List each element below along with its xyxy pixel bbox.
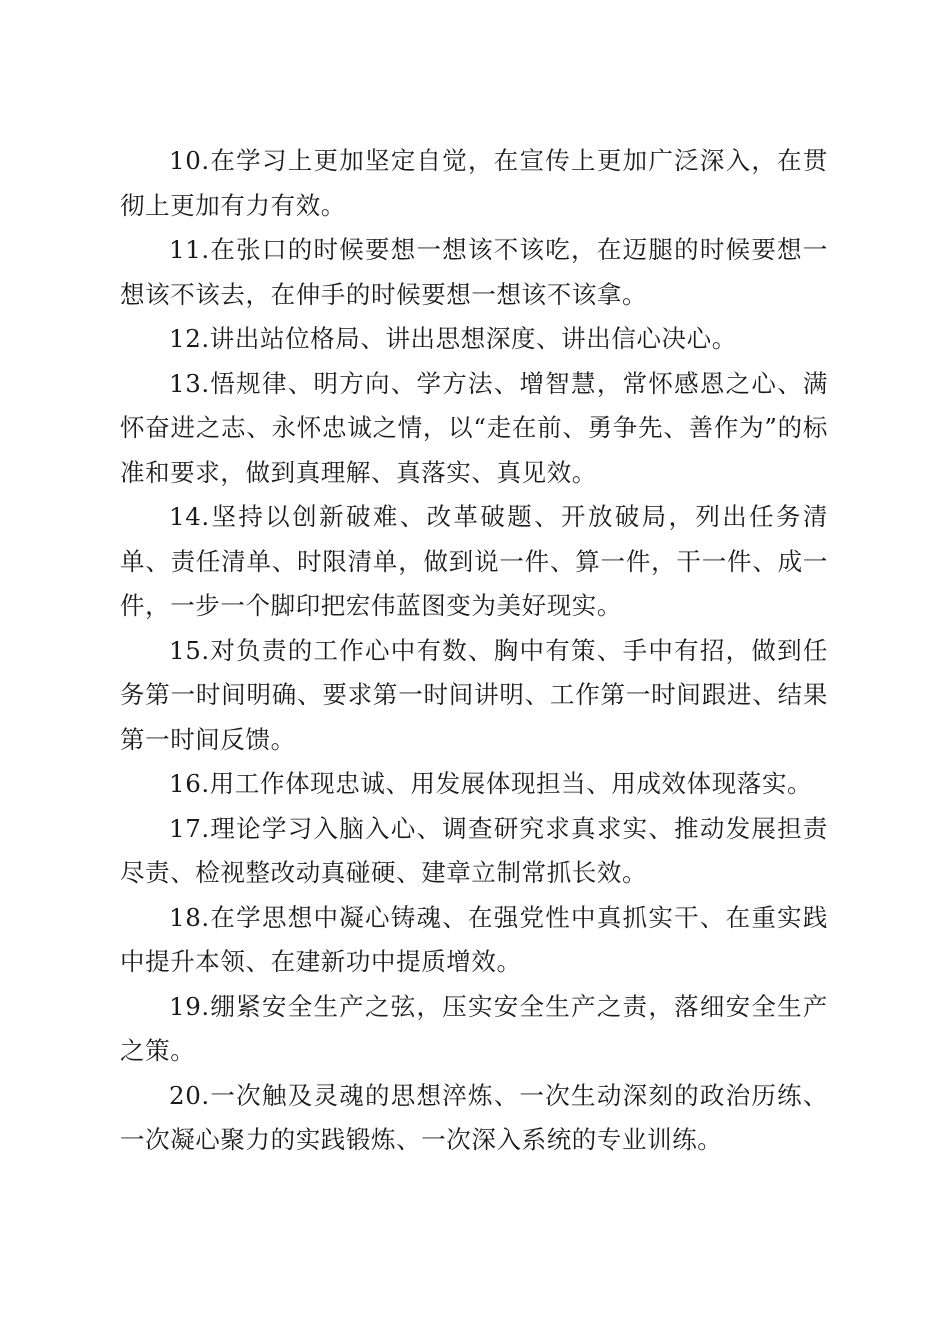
paragraph-19: 19.绷紧安全生产之弦，压实安全生产之责，落细安全生产之策。 bbox=[120, 991, 828, 1065]
paragraph-13: 13.悟规律、明方向、学方法、增智慧，常怀感恩之心、满怀奋进之志、永怀忠诚之情，以“走在前、勇争先、善作为”的标准和要求，做到真理解、真落实、真见效。 bbox=[120, 368, 828, 487]
document-body bbox=[120, 139, 828, 1163]
paragraph-12: 12.讲出站位格局、讲出思想深度、讲出信心决心。 bbox=[169, 324, 737, 353]
paragraph-18: 18.在学思想中凝心铸魂、在强党性中真抓实干、在重实践中提升本领、在建新功中提质增效。 bbox=[120, 902, 828, 976]
paragraph-11: 11.在张口的时候要想一想该不该吃，在迈腿的时候要想一想该不该去，在伸手的时候要想一想该不该拿。 bbox=[120, 235, 828, 309]
paragraph-20: 20.一次触及灵魂的思想淬炼、一次生动深刻的政治历练、一次凝心聚力的实践锻炼、一次深入系统的专业训练。 bbox=[120, 1080, 828, 1154]
paragraph-14: 14.坚持以创新破难、改革破题、开放破局，列出任务清单、责任清单、时限清单，做到说一件、算一件，干一件、成一件，一步一个脚印把宏伟蓝图变为美好现实。 bbox=[120, 502, 828, 620]
paragraph-10: 10.在学习上更加坚定自觉，在宣传上更加广泛深入，在贯彻上更加有力有效。 bbox=[120, 146, 828, 220]
paragraph-17: 17.理论学习入脑入心、调查研究求真求实、推动发展担责尽责、检视整改动真碰硬、建章立制常抓长效。 bbox=[120, 813, 828, 887]
paragraph-16: 16.用工作体现忠诚、用发展体现担当、用成效体现落实。 bbox=[169, 769, 813, 798]
paragraph-15: 15.对负责的工作心中有数、胸中有策、手中有招，做到任务第一时间明确、要求第一时间讲明、工作第一时间跟进、结果第一时间反馈。 bbox=[120, 635, 828, 754]
